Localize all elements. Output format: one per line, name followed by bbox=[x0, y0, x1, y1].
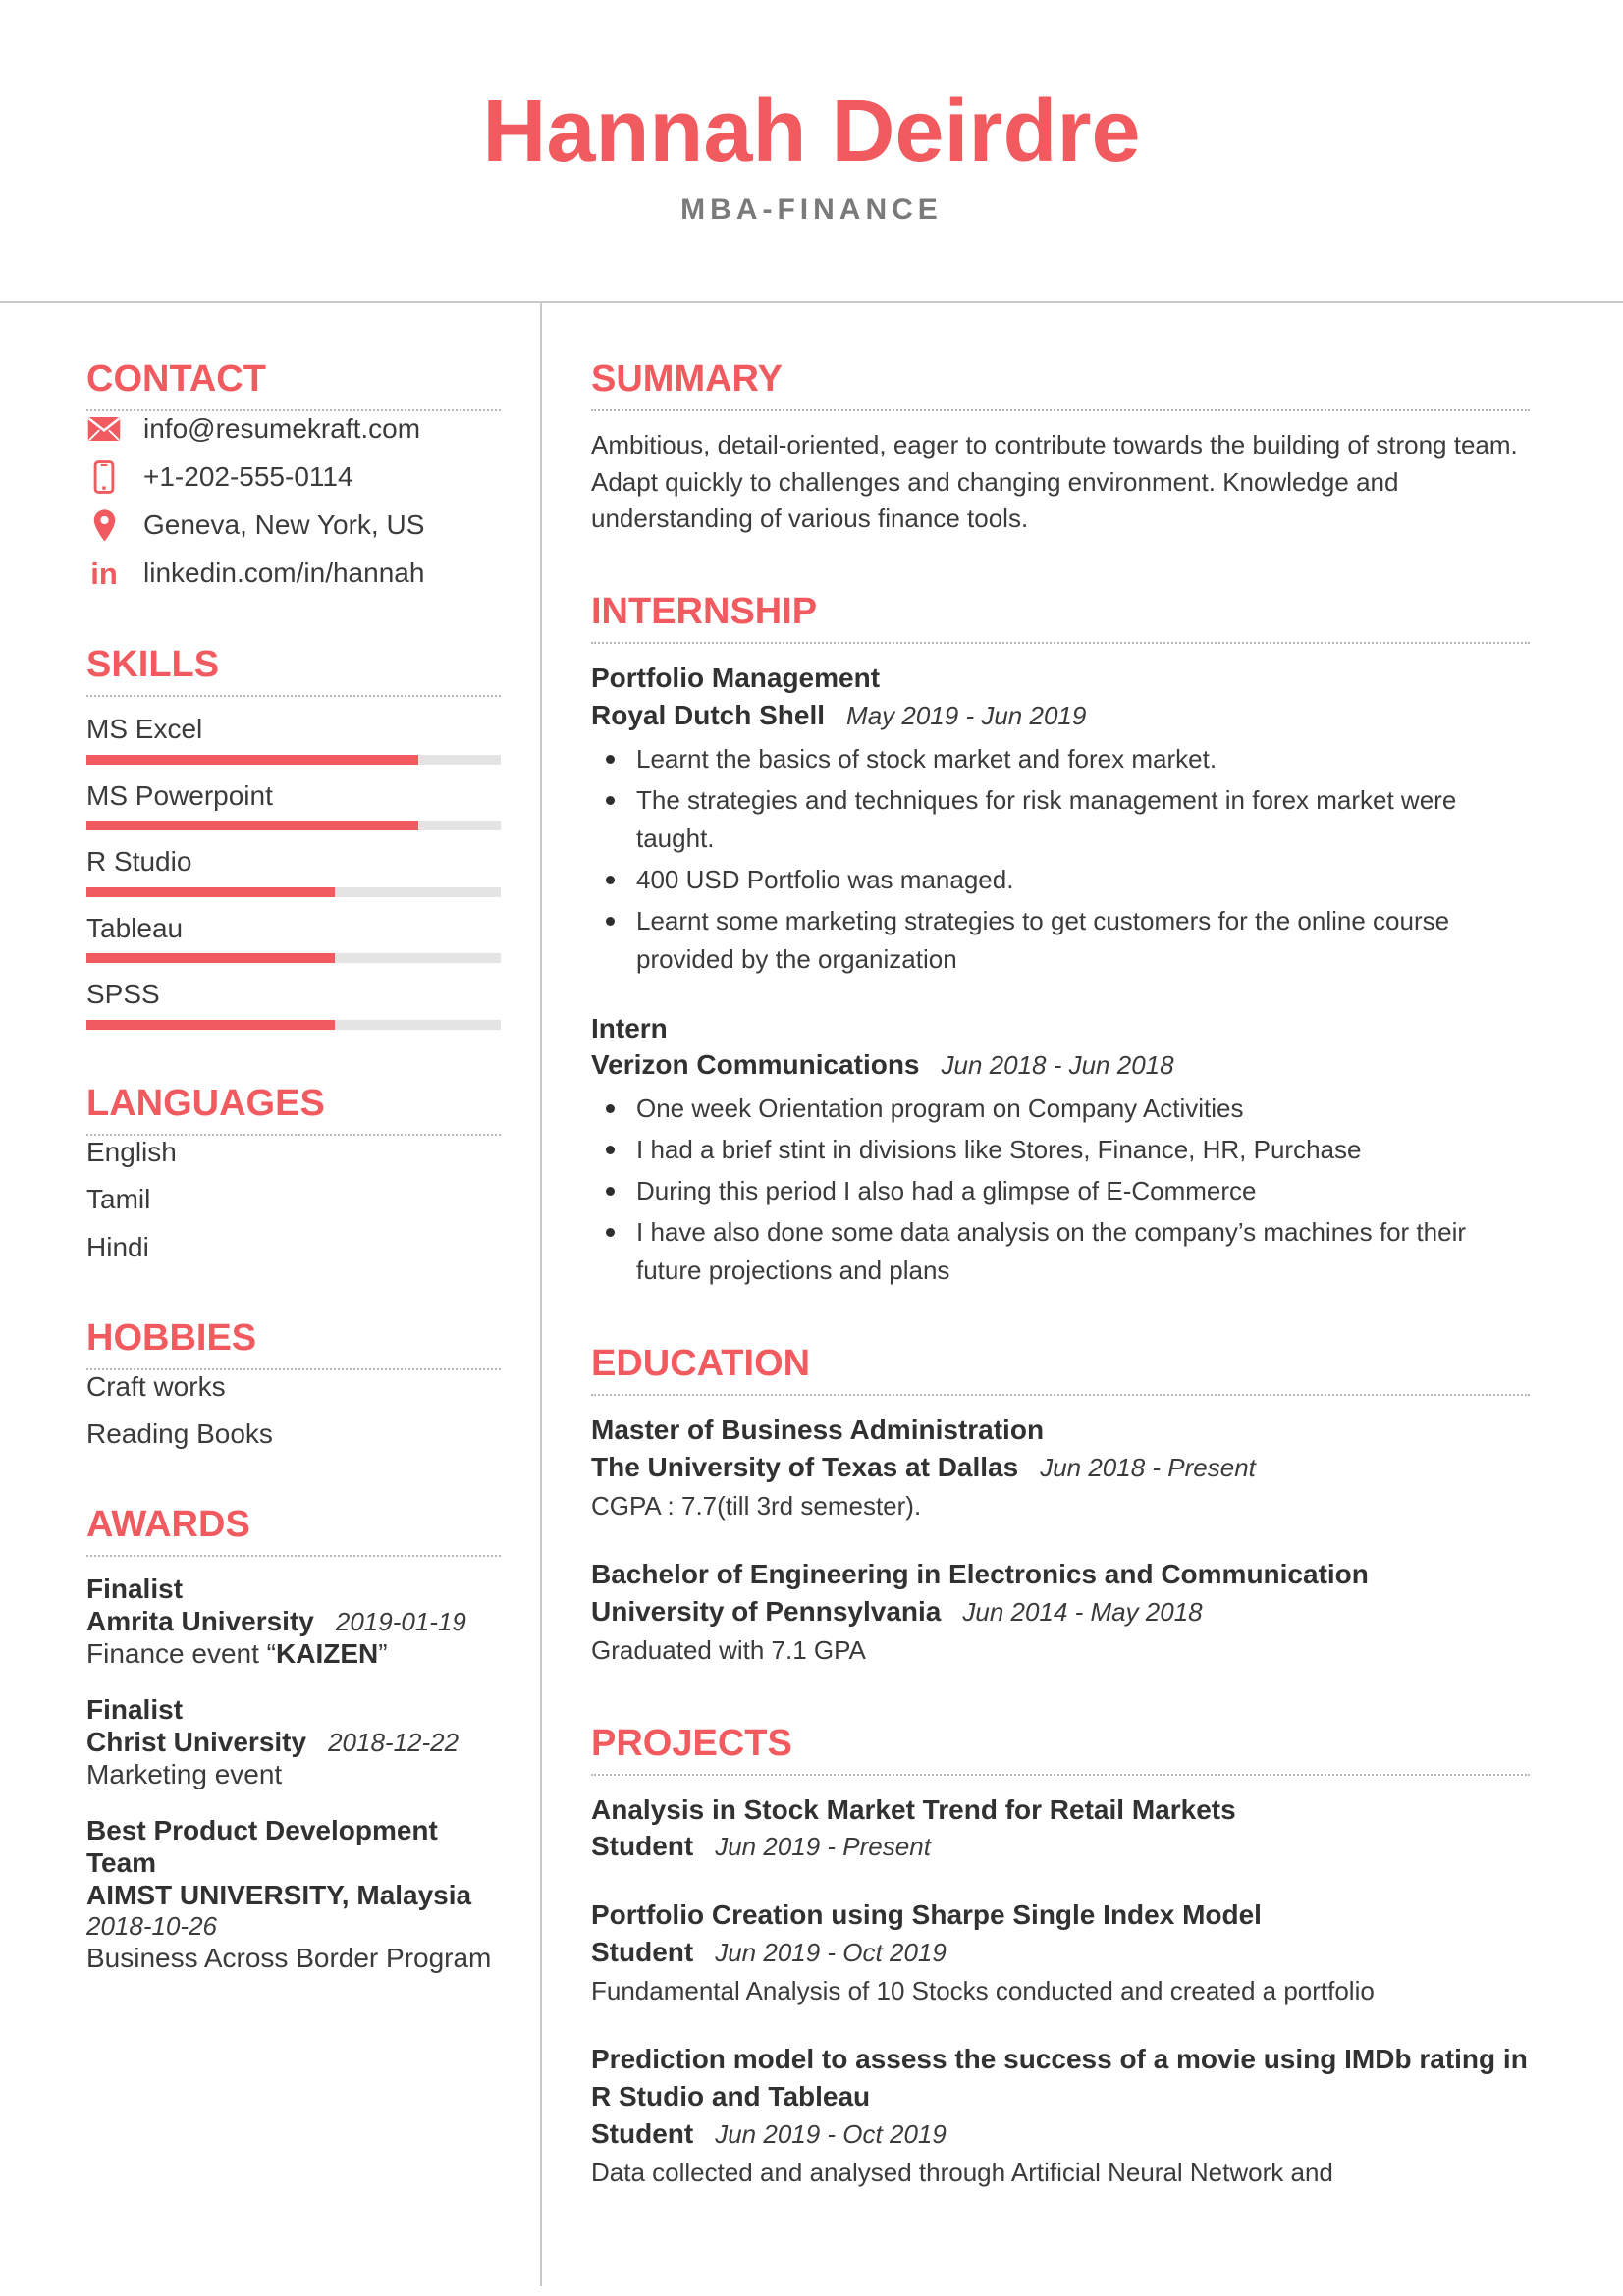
contact-text: info@resumekraft.com bbox=[143, 413, 421, 445]
resume-header bbox=[0, 0, 1623, 227]
skill-bar bbox=[86, 821, 501, 830]
main-column bbox=[542, 303, 1623, 2285]
internship-heading: INTERNSHIP bbox=[591, 593, 1530, 644]
award-description-segment: KAIZEN bbox=[276, 1637, 379, 1669]
award-item bbox=[86, 1814, 501, 1974]
project-item bbox=[591, 2041, 1530, 2191]
skill-item bbox=[86, 912, 501, 964]
award-title: Finalist bbox=[86, 1693, 184, 1725]
hobbies-list bbox=[86, 1370, 501, 1451]
hobby-item: Reading Books bbox=[86, 1418, 273, 1450]
bullet-item: Learnt some marketing strategies to get customers for the online course provided by the organization bbox=[591, 902, 1530, 979]
skill-bar-fill bbox=[86, 1020, 335, 1030]
award-item bbox=[86, 1573, 501, 1670]
project-dates: Jun 2019 - Present bbox=[715, 1832, 931, 1862]
person-name: Hannah Deirdre bbox=[482, 82, 1141, 181]
language-item: English bbox=[86, 1136, 177, 1167]
education-school-line bbox=[591, 1593, 1530, 1630]
experience-company: Verizon Communications bbox=[591, 1049, 920, 1081]
award-description-segment: Marketing event bbox=[86, 1758, 283, 1789]
award-org-line bbox=[86, 1726, 501, 1758]
contact-text: Geneva, New York, US bbox=[143, 509, 425, 541]
experience-company-line bbox=[591, 1046, 1530, 1084]
project-note: Fundamental Analysis of 10 Stocks conducted and created a portfolio bbox=[591, 1975, 1375, 2005]
skill-label: Tableau bbox=[86, 912, 184, 943]
contact-heading: CONTACT bbox=[86, 360, 501, 411]
project-title: Portfolio Creation using Sharpe Single Index Model bbox=[591, 1899, 1262, 1931]
contact-item bbox=[86, 411, 501, 447]
contact-text: +1-202-555-0114 bbox=[143, 461, 353, 493]
contact-item bbox=[86, 459, 501, 495]
awards-heading: AWARDS bbox=[86, 1506, 501, 1557]
education-degree: Bachelor of Engineering in Electronics and Communication bbox=[591, 1559, 1369, 1590]
education-dates: Jun 2014 - May 2018 bbox=[962, 1597, 1203, 1628]
project-role: Student bbox=[591, 1831, 694, 1862]
language-item: Hindi bbox=[86, 1232, 149, 1263]
education-school: University of Pennsylvania bbox=[591, 1596, 942, 1628]
projects-heading: PROJECTS bbox=[591, 1725, 1530, 1776]
skill-bar-fill bbox=[86, 887, 335, 897]
experience-dates: May 2019 - Jun 2019 bbox=[846, 700, 1087, 730]
contact-text: linkedin.com/in/hannah bbox=[143, 558, 425, 589]
skill-label: SPSS bbox=[86, 979, 160, 1010]
projects-section bbox=[591, 1722, 1530, 2192]
skill-label: MS Powerpoint bbox=[86, 779, 273, 811]
skill-bar bbox=[86, 887, 501, 897]
experience-item bbox=[591, 660, 1530, 979]
skill-item bbox=[86, 713, 501, 765]
project-title: Prediction model to assess the success of a movie using IMDb rating in R Studio and Tableau bbox=[591, 2044, 1528, 2112]
education-school: The University of Texas at Dallas bbox=[591, 1451, 1019, 1482]
education-item bbox=[591, 1556, 1530, 1669]
experience-bullets bbox=[591, 1090, 1530, 1290]
experience-role: Portfolio Management bbox=[591, 663, 881, 694]
project-item bbox=[591, 1896, 1530, 2009]
hobby-item: Craft works bbox=[86, 1370, 226, 1402]
project-note: Data collected and analysed through Artificial Neural Network and bbox=[591, 2157, 1333, 2187]
language-item: Tamil bbox=[86, 1184, 151, 1215]
education-item bbox=[591, 1412, 1530, 1524]
skill-bar-fill bbox=[86, 821, 418, 830]
education-list bbox=[591, 1412, 1530, 1670]
award-org: Christ University bbox=[86, 1726, 307, 1757]
award-org: Amrita University bbox=[86, 1605, 314, 1636]
bullet-item: I had a brief stint in divisions like Stores, Finance, HR, Purchase bbox=[591, 1131, 1530, 1169]
experience-item bbox=[591, 1010, 1530, 1291]
skill-label: R Studio bbox=[86, 846, 192, 878]
experience-bullets bbox=[591, 740, 1530, 979]
skill-bar-fill bbox=[86, 953, 335, 963]
project-title: Analysis in Stock Market Trend for Retail Markets bbox=[591, 1793, 1236, 1825]
award-title: Best Product Development Team bbox=[86, 1814, 438, 1878]
experience-company-line bbox=[591, 697, 1530, 734]
education-degree: Master of Business Administration bbox=[591, 1415, 1045, 1446]
project-role: Student bbox=[591, 2118, 694, 2150]
bullet-item: Learnt the basics of stock market and forex market. bbox=[591, 740, 1530, 778]
bullet-item: I have also done some data analysis on the company’s machines for their future projections and plans bbox=[591, 1213, 1530, 1290]
hobbies-heading: HOBBIES bbox=[86, 1319, 501, 1370]
award-date: 2018-10-26 bbox=[86, 1910, 217, 1941]
projects-list bbox=[591, 1791, 1530, 2192]
bullet-item: The strategies and techniques for risk management in forex market were taught. bbox=[591, 781, 1530, 858]
hobbies-section bbox=[86, 1316, 501, 1451]
project-role-line bbox=[591, 2115, 1530, 2153]
project-role: Student bbox=[591, 1936, 694, 1967]
sidebar-column bbox=[0, 303, 542, 2285]
languages-heading: LANGUAGES bbox=[86, 1085, 501, 1136]
award-date: 2018-12-22 bbox=[328, 1727, 460, 1757]
education-note: CGPA : 7.7(till 3rd semester). bbox=[591, 1490, 922, 1521]
award-description-segment: ” bbox=[378, 1637, 388, 1669]
award-title: Finalist bbox=[86, 1573, 184, 1604]
skills-heading: SKILLS bbox=[86, 646, 501, 697]
person-role-subtitle: MBA-FINANCE bbox=[680, 193, 943, 227]
skill-bar bbox=[86, 755, 501, 765]
education-dates: Jun 2018 - Present bbox=[1040, 1452, 1256, 1482]
bullet-item: During this period I also had a glimpse of E-Commerce bbox=[591, 1172, 1530, 1210]
award-item bbox=[86, 1693, 501, 1790]
project-role-line bbox=[591, 1828, 1530, 1865]
linkedin-glyph: in bbox=[90, 556, 118, 591]
experience-company: Royal Dutch Shell bbox=[591, 699, 826, 730]
award-description bbox=[86, 1637, 501, 1670]
project-item bbox=[591, 1791, 1530, 1866]
awards-section bbox=[86, 1503, 501, 1974]
award-org: AIMST UNIVERSITY, Malaysia bbox=[86, 1879, 472, 1910]
education-section bbox=[591, 1345, 1530, 1669]
awards-list bbox=[86, 1573, 501, 1974]
skills-list bbox=[86, 713, 501, 1030]
education-note: Graduated with 7.1 GPA bbox=[591, 1634, 866, 1665]
location-icon bbox=[86, 507, 122, 543]
education-school-line bbox=[591, 1449, 1530, 1486]
education-heading: EDUCATION bbox=[591, 1345, 1530, 1396]
summary-text: Ambitious, detail-oriented, eager to contribute towards the building of strong team. Adapt quickly to challenges and changing environment. Knowledge and understanding of various finance tools. bbox=[591, 430, 1518, 534]
languages-section bbox=[86, 1082, 501, 1264]
award-description-segment: Finance event “ bbox=[86, 1637, 276, 1669]
project-dates: Jun 2019 - Oct 2019 bbox=[715, 2119, 947, 2150]
skills-section bbox=[86, 646, 501, 1030]
phone-icon bbox=[86, 459, 122, 495]
contact-item bbox=[86, 556, 501, 591]
languages-list bbox=[86, 1136, 501, 1264]
two-column-body bbox=[0, 303, 1623, 2285]
experience-dates: Jun 2018 - Jun 2018 bbox=[941, 1050, 1174, 1081]
award-description-segment: Business Across Border Program bbox=[86, 1942, 492, 1973]
project-role-line bbox=[591, 1934, 1530, 1971]
award-org-line bbox=[86, 1605, 501, 1637]
skill-label: MS Excel bbox=[86, 713, 203, 744]
skill-item bbox=[86, 978, 501, 1030]
linkedin-icon bbox=[86, 556, 122, 591]
skill-item bbox=[86, 779, 501, 831]
contact-section bbox=[86, 360, 501, 591]
skill-bar-fill bbox=[86, 755, 418, 765]
summary-section bbox=[591, 360, 1530, 538]
skill-item bbox=[86, 845, 501, 897]
internship-list bbox=[591, 660, 1530, 1290]
internship-section bbox=[591, 593, 1530, 1290]
skill-bar bbox=[86, 1020, 501, 1030]
summary-heading: SUMMARY bbox=[591, 360, 1530, 411]
contact-list bbox=[86, 411, 501, 591]
award-description bbox=[86, 1758, 501, 1790]
email-icon bbox=[86, 411, 122, 447]
bullet-item: 400 USD Portfolio was managed. bbox=[591, 861, 1530, 899]
experience-role: Intern bbox=[591, 1012, 668, 1043]
skill-bar bbox=[86, 953, 501, 963]
contact-item bbox=[86, 507, 501, 543]
award-date: 2019-01-19 bbox=[335, 1606, 466, 1636]
bullet-item: One week Orientation program on Company Activities bbox=[591, 1090, 1530, 1128]
project-dates: Jun 2019 - Oct 2019 bbox=[715, 1937, 947, 1967]
award-description bbox=[86, 1942, 501, 1974]
